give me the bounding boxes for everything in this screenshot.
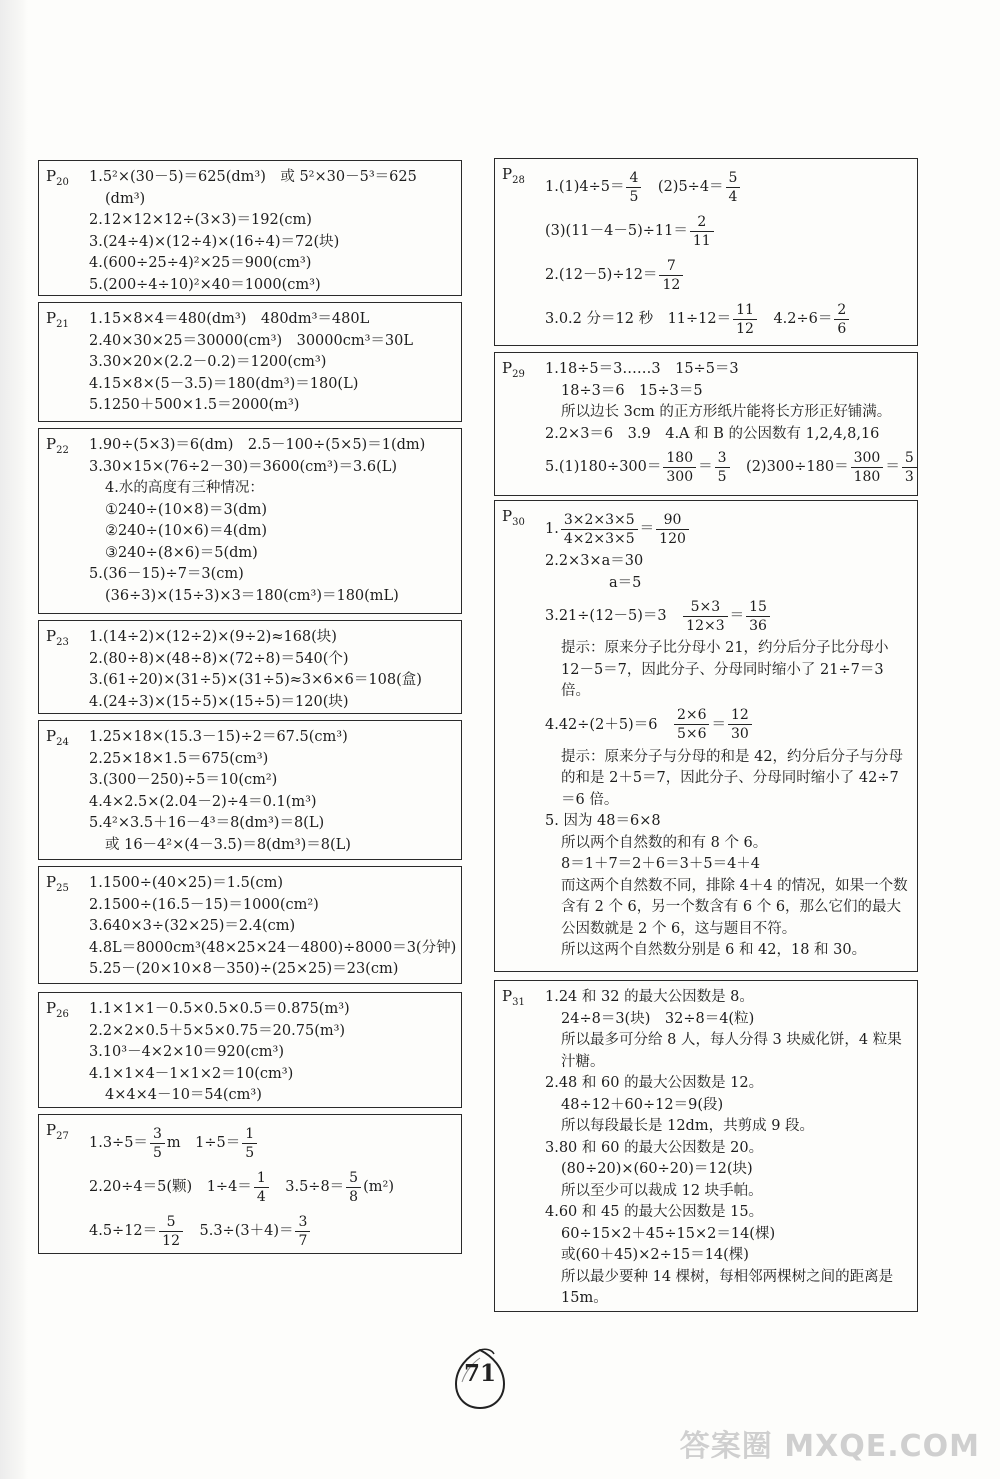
- answer-line: 1.(14÷2)×(12÷2)×(9÷2)≈168(块): [89, 629, 337, 645]
- answer-line: 或 16－4²×(4－3.5)＝8(dm³)＝8(L): [105, 836, 351, 853]
- page-ref: $P_{29}$: [502, 359, 525, 380]
- answer-block-p24: [38, 720, 462, 860]
- fraction: $\frac{5}{8}$: [346, 1169, 361, 1206]
- answer-line: 2.2×3×a＝30: [545, 553, 644, 569]
- fraction: $\frac{12}{30}$: [728, 706, 752, 743]
- answer-block-p26: [38, 992, 462, 1108]
- answer-line: 2.25×18×1.5＝675(cm³): [89, 750, 269, 767]
- answer-line: 4.(24÷3)×(15÷5)×(15÷5)＝120(块): [89, 693, 349, 710]
- answer-line: 5.25－(20×10×8－350)÷(25×25)＝23(cm): [89, 961, 399, 977]
- answer-line: 2.20÷4＝5(颗) 1÷4＝ $\frac{1}{4}$ 3.5÷8＝ $\frac{5}{8}$ (m²): [89, 1169, 394, 1205]
- page-ref: $P_{31}$: [502, 987, 525, 1008]
- answer-line: 1.1500÷(40×25)＝1.5(cm): [89, 875, 283, 891]
- answer-line: (36÷3)×(15÷3)×3＝180(cm³)＝180(mL): [105, 587, 399, 604]
- answer-line: 18÷3＝6 15÷3＝5: [561, 382, 703, 399]
- answer-line: 4.4×2.5×(2.04－2)÷4＝0.1(m³): [89, 793, 317, 810]
- answer-line: (dm³): [105, 190, 146, 207]
- answer-block-p31: [494, 980, 918, 1312]
- answer-block-p21: [38, 302, 462, 422]
- answer-line: 60÷15×2＋45÷15×2＝14(棵): [561, 1225, 776, 1242]
- fraction: $\frac{7}{12}$: [659, 257, 683, 294]
- answer-block-p23: [38, 620, 462, 714]
- page-ref: $P_{25}$: [46, 873, 69, 894]
- answer-line: 2.1500÷(16.5－15)＝1000(cm²): [89, 896, 319, 913]
- answer-line: 2.12×12×12÷(3×3)＝192(cm): [89, 212, 312, 228]
- answer-line: 4.(600÷25÷4)²×25＝900(cm³): [89, 255, 312, 271]
- answer-line: 所以最少要种 14 棵树，每相邻两棵树之间的距离是 15m。: [561, 1268, 894, 1306]
- answer-line: 5.4²×3.5＋16－4³＝8(dm³)＝8(L): [89, 815, 325, 831]
- answer-line: 3.21÷(12－5)＝3 $\frac{5\times 3}{12\times 3}$ ＝ $\frac{15}{36}$: [545, 594, 911, 638]
- answer-line: 2.48 和 60 的最大公因数是 12。: [545, 1075, 764, 1091]
- answer-line: 3.10³－4×2×10＝920(cm³): [89, 1044, 284, 1060]
- hint-text: 提示：原来分子与分母的和是 42，约分后分子与分母的和是 2＋5＝7，因此分子、分母同时缩小了 42÷7＝6 倍。: [561, 748, 904, 808]
- fraction: $\frac{2}{6}$: [834, 301, 849, 338]
- answer-line: 4×4×4－10＝54(cm³): [105, 1087, 262, 1103]
- answer-line: 3.80 和 60 的最大公因数是 20。: [545, 1139, 764, 1156]
- answer-line: 48÷12＋60÷12＝9(段): [561, 1096, 724, 1113]
- answer-line: 5. 因为 48＝6×8: [545, 813, 661, 829]
- answer-line: 1.5²×(30－5)＝625(dm³) 或 5²×30－5³＝625: [89, 169, 417, 185]
- answer-line: 所以边长 3cm 的正方形纸片能将长方形正好铺满。: [561, 404, 892, 420]
- answer-line: 8＝1＋7＝2＋6＝3＋5＝4＋4: [561, 856, 761, 872]
- answer-line: 1.15×8×4＝480(dm³) 480dm³＝480L: [89, 311, 370, 327]
- answer-line: 2.2×3＝6 3.9 4.A 和 B 的公因数有 1,2,4,8,16: [545, 425, 880, 442]
- answer-line: 3.(300－250)÷5＝10(cm²): [89, 772, 278, 788]
- fraction: $\frac{11}{12}$: [733, 301, 757, 338]
- page-ref: $P_{28}$: [502, 165, 525, 186]
- page-ref: $P_{27}$: [46, 1121, 69, 1142]
- answer-line: 1.3÷5＝ $\frac{3}{5}$ m 1÷5＝ $\frac{1}{5}$: [89, 1121, 455, 1165]
- answer-line: 5.1250＋500×1.5＝2000(m³): [89, 397, 300, 413]
- answer-line: 4.5÷12＝ $\frac{5}{12}$ 5.3÷(3＋4)＝ $\frac{3}{7}$: [89, 1209, 455, 1253]
- answer-block-p25: [38, 866, 462, 984]
- fraction: $\frac{90}{120}$: [656, 511, 689, 548]
- answer-line: 2.40×30×25＝30000(cm³) 30000cm³＝30L: [89, 332, 413, 349]
- answer-block-p27: [38, 1114, 462, 1254]
- page-ref: $P_{21}$: [46, 309, 69, 330]
- answer-line: ①240÷(10×8)＝3(dm): [105, 501, 268, 518]
- answer-line: 1.90÷(5×3)＝6(dm) 2.5－100÷(5×5)＝1(dm): [89, 437, 426, 453]
- answer-line: ②240÷(10×6)＝4(dm): [105, 523, 268, 539]
- answer-line: 3.(24÷4)×(12÷4)×(16÷4)＝72(块): [89, 233, 340, 250]
- fraction: $\frac{1}{5}$: [242, 1125, 257, 1162]
- page-ref: $P_{24}$: [46, 727, 69, 748]
- page-number: 71: [463, 1360, 496, 1387]
- fraction: $\frac{5}{4}$: [726, 169, 741, 206]
- answer-line: 所以这两个自然数分别是 6 和 42，18 和 30。: [561, 942, 867, 958]
- fraction: $\frac{2}{11}$: [690, 213, 714, 250]
- answer-line: 1. $\frac{3\times 2\times 3\times 5}{4\times 2\times 3\times 5}$ ＝ $\frac{90}{120}$: [545, 507, 911, 551]
- answer-line: 3.30×15×(76÷2－30)＝3600(cm³)＝3.6(L): [89, 458, 398, 475]
- answer-line: ③240÷(8×6)＝5(dm): [105, 544, 258, 561]
- fraction: $\frac{3}{5}$: [715, 449, 730, 486]
- answer-line: 而这两个自然数不同，排除 4＋4 的情况，如果一个数含有 2 个 6，另一个数含有 6 个 6，那么它们的最大公因数就是 2 个 6，这与题目不符。: [561, 877, 908, 937]
- answer-line: 24÷8＝3(块) 32÷8＝4(粒): [561, 1010, 755, 1027]
- answer-line: a＝5: [609, 574, 642, 591]
- fraction: $\frac{5}{12}$: [159, 1213, 183, 1250]
- answer-line: 3.(61÷20)×(31÷5)×(31÷5)≈3×6×6＝108(盒): [89, 672, 422, 688]
- page-ref: $P_{22}$: [46, 435, 69, 456]
- answer-line: 4.42÷(2＋5)＝6 $\frac{2\times 6}{5\times 6}$ ＝ $\frac{12}{30}$: [545, 703, 911, 747]
- answer-line: 所以每段最长是 12dm，共剪成 9 段。: [561, 1118, 815, 1134]
- answer-line: 所以最多可分给 8 人，每人分得 3 块威化饼，4 粒果汁糖。: [561, 1032, 902, 1070]
- answer-line: 3.30×20×(2.2－0.2)＝1200(cm³): [89, 354, 327, 370]
- watermark-logo: 答案圈 MXQE.COM: [679, 1429, 980, 1464]
- answer-line: 4.水的高度有三种情况：: [105, 480, 264, 496]
- fraction: $\frac{15}{36}$: [746, 598, 770, 635]
- answer-line: 3.0.2 分＝12 秒 11÷12＝ $\frac{11}{12}$ 4.2÷6＝ $\frac{2}{6}$: [545, 297, 911, 341]
- answer-block-p28: [494, 158, 918, 346]
- page-ref: $P_{23}$: [46, 627, 69, 648]
- answer-line: (3)(11－4－5)÷11＝ $\frac{2}{11}$: [545, 209, 911, 253]
- answer-line: 2.2×2×0.5＋5×5×0.75＝20.75(m³): [89, 1022, 346, 1039]
- answer-line: 4.8L＝8000cm³(48×25×24－4800)÷8000＝3(分钟): [89, 939, 457, 956]
- fraction: $\frac{3}{7}$: [295, 1213, 310, 1250]
- fraction: $\frac{180}{300}$: [663, 449, 696, 486]
- fraction: $\frac{3}{5}$: [150, 1125, 165, 1162]
- answer-line: 1.(1)4÷5＝ $\frac{4}{5}$ (2)5÷4＝ $\frac{5}{4}$: [545, 165, 911, 209]
- page-ref: $P_{30}$: [502, 507, 525, 528]
- answer-line: 1.18÷5＝3……3 15÷5＝3: [545, 361, 739, 377]
- answer-line: 1.25×18×(15.3－15)÷2＝67.5(cm³): [89, 729, 348, 745]
- answer-line: 5.(200÷4÷10)²×40＝1000(cm³): [89, 276, 321, 293]
- answer-line: 4.60 和 45 的最大公因数是 15。: [545, 1204, 764, 1220]
- answer-block-p30: [494, 500, 918, 972]
- answer-line: (80÷20)×(60÷20)＝12(块): [561, 1161, 753, 1177]
- answer-block-p20: [38, 160, 462, 296]
- answer-line: 4.15×8×(5－3.5)＝180(dm³)＝180(L): [89, 375, 359, 392]
- fraction: $\frac{3\times 2\times 3\times 5}{4\times 2\times 3\times 5}$: [561, 511, 638, 548]
- answer-line: 4.1×1×4－1×1×2＝10(cm³): [89, 1065, 294, 1082]
- fraction: $\frac{5}{3}$: [902, 449, 917, 486]
- fraction: $\frac{4}{5}$: [626, 169, 641, 206]
- answer-line: 1.1×1×1－0.5×0.5×0.5＝0.875(m³): [89, 1001, 350, 1017]
- answer-line: 所以至少可以裁成 12 块手帕。: [561, 1182, 763, 1199]
- answer-block-p29: [494, 352, 918, 496]
- answer-line: 或(60＋45)×2÷15＝14(棵): [561, 1247, 749, 1263]
- answer-line: 2.(80÷8)×(48÷8)×(72÷8)＝540(个): [89, 650, 349, 667]
- fraction: $\frac{2\times 6}{5\times 6}$: [674, 706, 710, 743]
- fraction: $\frac{5\times 3}{12\times 3}$: [683, 598, 727, 635]
- page-ref: $P_{26}$: [46, 999, 69, 1020]
- answer-line: 5.(36－15)÷7＝3(cm): [89, 566, 244, 582]
- answer-line: 5.(1)180÷300＝ $\frac{180}{300}$ ＝ $\frac{3}{5}$ (2)300÷180＝ $\frac{300}{180}$ ＝ $\frac{5}{3}$: [545, 445, 911, 489]
- answer-line: 2.(12－5)÷12＝ $\frac{7}{12}$: [545, 253, 911, 297]
- fraction: $\frac{300}{180}$: [851, 449, 884, 486]
- hint-text: 提示：原来分子比分母小 21，约分后分子比分母小 12－5＝7，因此分子、分母同时缩小了 21÷7＝3 倍。: [561, 640, 889, 699]
- fraction: $\frac{1}{4}$: [254, 1169, 269, 1206]
- page-ref: $P_{20}$: [46, 167, 69, 188]
- answer-line: 1.24 和 32 的最大公因数是 8。: [545, 989, 754, 1005]
- answer-block-p22: [38, 428, 462, 614]
- answer-line: 所以两个自然数的和有 8 个 6。: [561, 834, 768, 851]
- answer-line: 3.640×3÷(32×25)＝2.4(cm): [89, 918, 296, 934]
- binding-margin: [0, 0, 28, 1479]
